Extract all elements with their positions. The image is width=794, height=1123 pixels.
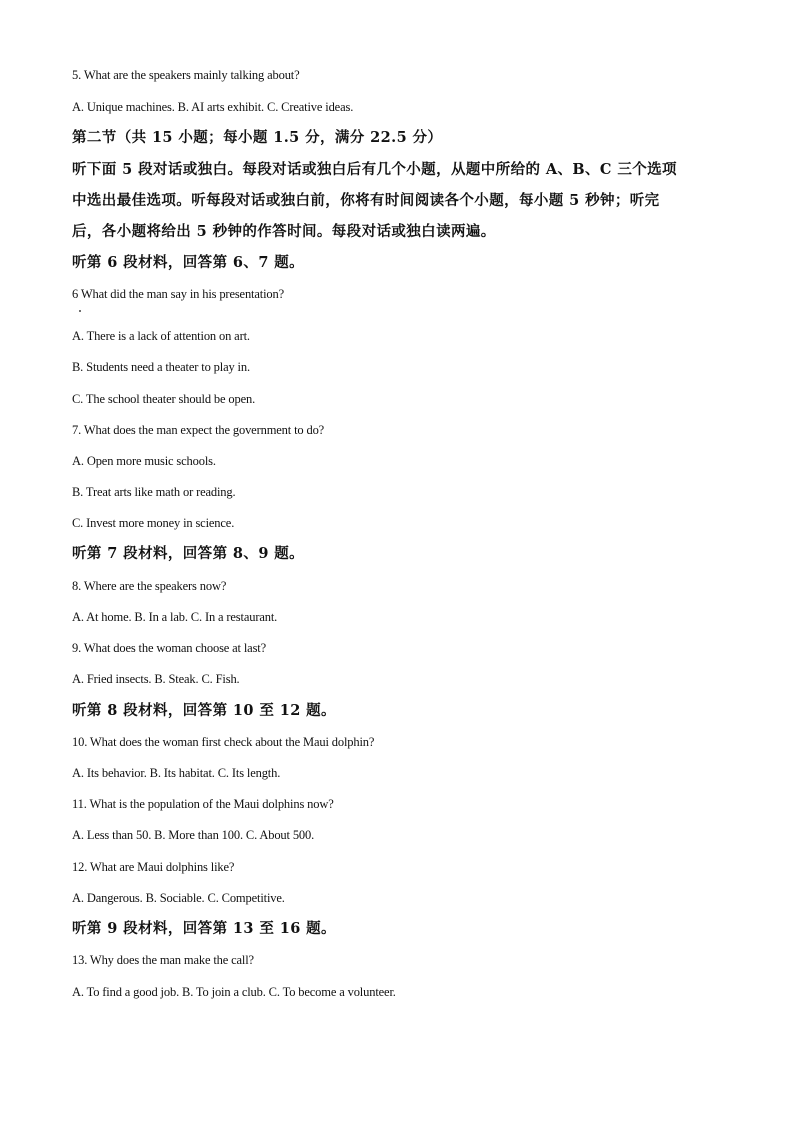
material-9-heading: 听第 9 段材料，回答第 13 至 16 题。 [72, 920, 336, 937]
material-7-heading: 听第 7 段材料，回答第 8、9 题。 [72, 545, 305, 562]
question-7-option-b: B. Treat arts like math or reading. [72, 485, 236, 499]
question-10: 10. What does the woman first check about the Maui dolphin? [72, 735, 375, 749]
question-9-options: A. Fried insects. B. Steak. C. Fish. [72, 672, 240, 686]
question-8: 8. Where are the speakers now? [72, 579, 227, 593]
material-6-heading: 听第 6 段材料，回答第 6、7 题。 [72, 254, 305, 271]
question-13: 13. Why does the man make the call? [72, 953, 254, 967]
section-2-heading: 第二节（共 15 小题；每小题 1.5 分，满分 22.5 分） [72, 129, 443, 146]
question-7-option-a: A. Open more music schools. [72, 454, 216, 468]
question-13-options: A. To find a good job. B. To join a club. C. To become a volunteer. [72, 985, 396, 999]
question-6-option-c: C. The school theater should be open. [72, 392, 256, 406]
question-8-options: A. At home. B. In a lab. C. In a restaurant. [72, 610, 278, 624]
question-12-options: A. Dangerous. B. Sociable. C. Competitive. [72, 891, 285, 905]
question-5: 5. What are the speakers mainly talking about? [72, 68, 300, 82]
question-6-option-b: B. Students need a theater to play in. [72, 360, 250, 374]
section-2-instructions-line-2: 中选出最佳选项。听每段对话或独白前，你将有时间阅读各个小题，每小题 5 秒钟；听完 [72, 192, 660, 209]
question-6-option-a: A. There is a lack of attention on art. [72, 329, 250, 343]
question-5-options: A. Unique machines. B. AI arts exhibit. C. Creative ideas. [72, 100, 354, 114]
question-7-option-c: C. Invest more money in science. [72, 516, 235, 530]
question-11-options: A. Less than 50. B. More than 100. C. About 500. [72, 828, 315, 842]
question-7: 7. What does the man expect the government to do? [72, 423, 325, 437]
question-10-options: A. Its behavior. B. Its habitat. C. Its length. [72, 766, 281, 780]
question-11: 11. What is the population of the Maui dolphins now? [72, 797, 334, 811]
question-6: 6 What did the man say in his presentation? [72, 287, 285, 301]
question-9: 9. What does the woman choose at last? [72, 641, 267, 655]
material-8-heading: 听第 8 段材料，回答第 10 至 12 题。 [72, 702, 336, 719]
stray-mark [79, 310, 81, 312]
question-12: 12. What are Maui dolphins like? [72, 860, 235, 874]
section-2-instructions-line-1: 听下面 5 段对话或独白。每段对话或独白后有几个小题，从题中所给的 A、B、C 三个选项 [72, 161, 677, 178]
section-2-instructions-line-3: 后，各小题将给出 5 秒钟的作答时间。每段对话或独白读两遍。 [72, 223, 496, 240]
